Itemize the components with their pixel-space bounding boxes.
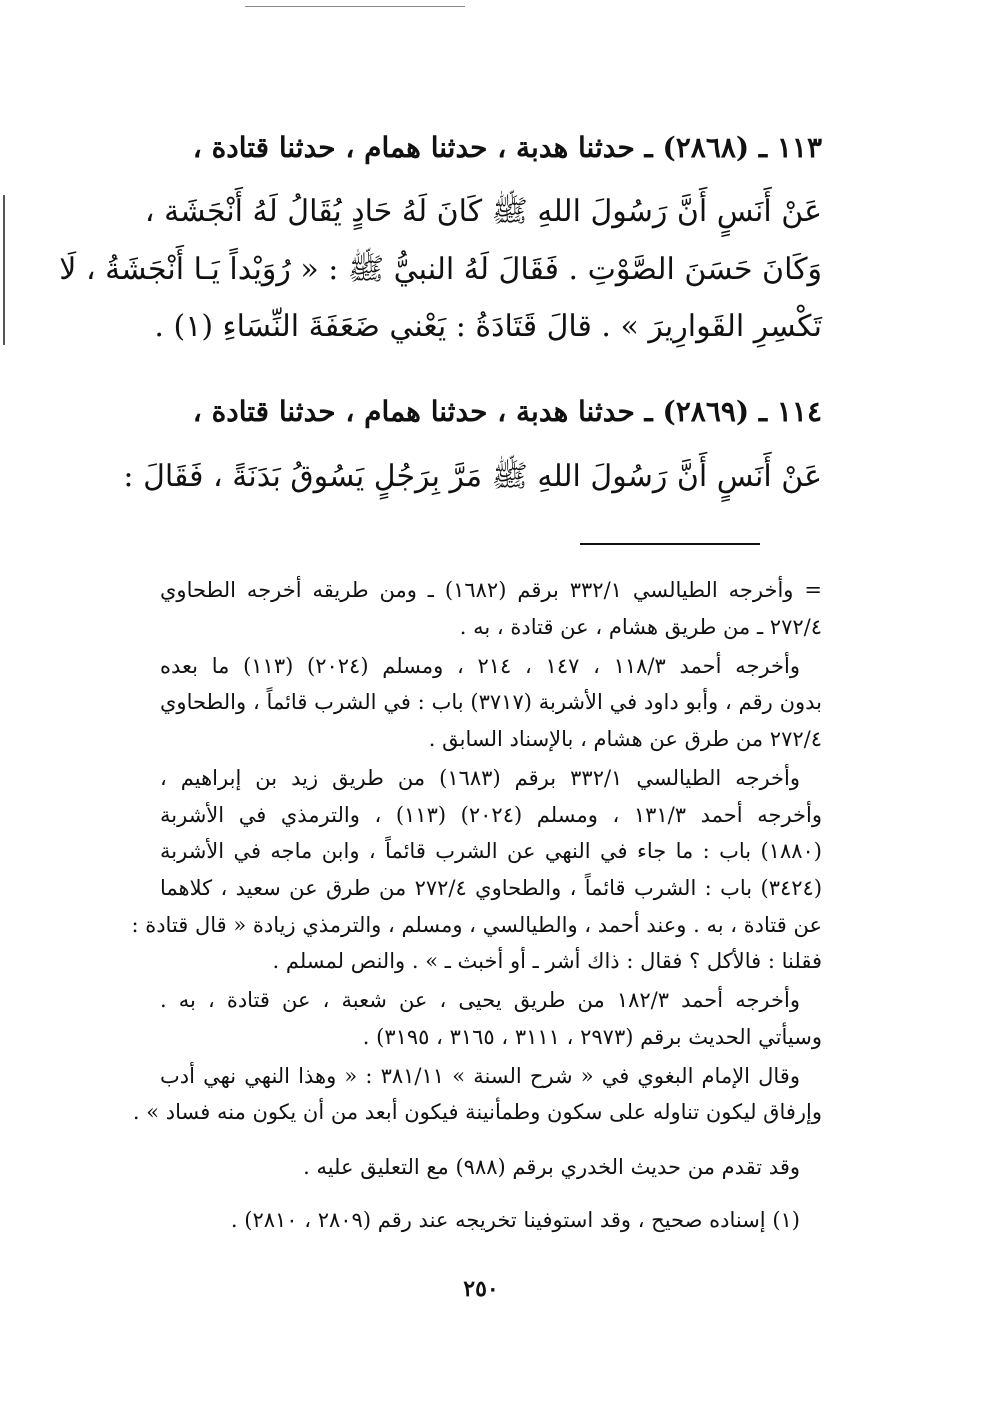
footnote-line-2: ٢٧٢/٤ ـ من طريق هشام ، عن قتادة ، به . <box>459 615 822 639</box>
footnote-line-4: بدون رقم ، وأبو داود في الأشربة (٣٧١٧) باب : في الشرب قائماً ، والطحاوي <box>160 690 822 714</box>
hadith-113-line-1: عَنْ أَنَسٍ أَنَّ رَسُولَ اللهِ ﷺ كَانَ لَهُ حَادٍ يُقَالُ لَهُ أَنْجَشَة ، <box>144 194 822 229</box>
footnote-line-1: = وأخرجه الطيالسي ٣٣٢/١ برقم (١٦٨٢) ـ ومن طريقه أخرجه الطحاوي <box>160 578 822 602</box>
footnote-line-15: وإرفاق ليكون تناوله على سكون وطمأنينة فيكون أبعد من أن يكون منه فساد » . <box>132 1100 822 1124</box>
binding-mark <box>3 195 5 345</box>
footnote-line-16: وقد تقدم من حديث الخدري برقم (٩٨٨) مع التعليق عليه . <box>303 1155 800 1179</box>
top-rule <box>245 6 465 7</box>
page-number: ٢٥٠ <box>463 1276 499 1302</box>
footnote-line-13: وسيأتي الحديث برقم (٢٩٧٣ ، ٣١١١ ، ٣١٦٥ ، ٣١٩٥) . <box>362 1025 822 1049</box>
hadith-113-line-2: وَكَانَ حَسَنَ الصَّوْتِ . فَقَالَ لَهُ النبيُّ ﷺ : « رُوَيْداً يَـا أَنْجَشَةُ ، لَا <box>59 252 822 287</box>
footnote-line-3: وأخرجه أحمد ١١٨/٣ ، ١٤٧ ، ٢١٤ ، ومسلم (٢٠٢٤) (١١٣) ما بعده <box>160 654 800 678</box>
hadith-113-line-3: تَكْسِرِ القَوارِيرَ » . قالَ قَتَادَةُ : يَعْني ضَعَفَةَ النِّسَاءِ (١) . <box>154 309 822 344</box>
footnote-line-6: وأخرجه الطيالسي ٣٣٢/١ برقم (١٦٨٣) من طريق زيد بن إبراهيم ، <box>160 766 800 790</box>
footnote-separator <box>580 543 760 545</box>
footnote-line-10: عن قتادة ، به . وعند أحمد ، والطيالسي ، ومسلم ، والترمذي زيادة « قال قتادة : <box>131 913 822 937</box>
footnote-line-12: وأخرجه أحمد ١٨٢/٣ من طريق يحيى ، عن شعبة ، عن قتادة ، به . <box>160 988 800 1012</box>
hadith-114-line-1: عَنْ أَنَسٍ أَنَّ رَسُولَ اللهِ ﷺ مَرَّ بِرَجُلٍ يَسُوقُ بَدَنَةً ، فَقَالَ : <box>123 459 822 494</box>
footnote-line-14: وقال الإمام البغوي في « شرح السنة » ٣٨١/١١ : « وهذا النهي نهي أدب <box>160 1064 800 1088</box>
footnote-line-8: (١٨٨٠) باب : ما جاء في النهي عن الشرب قائماً ، وابن ماجه في الأشربة <box>160 839 822 863</box>
footnote-line-11: فقلنا : فالأكل ؟ فقال : ذاك أشر ـ أو أخبث ـ » . والنص لمسلم . <box>272 949 822 973</box>
footnote-line-5: ٢٧٢/٤ من طرق عن هشام ، بالإسناد السابق . <box>428 727 822 751</box>
hadith-114-header: ١١٤ ـ (٢٨٦٩) ـ حدثنا هدبة ، حدثنا همام ، حدثنا قتادة ، <box>192 395 822 428</box>
footnote-1: (١) إسناده صحيح ، وقد استوفينا تخريجه عند رقم (٢٨٠٩ ، ٢٨١٠) . <box>230 1208 800 1232</box>
footnote-line-9: (٣٤٢٤) باب : الشرب قائماً ، والطحاوي ٢٧٢/٤ من طرق عن سعيد ، كلاهما <box>160 876 823 900</box>
footnote-line-7: وأخرجه أحمد ١٣١/٣ ، ومسلم (٢٠٢٤) (١١٣) ، والترمذي في الأشربة <box>160 803 822 827</box>
hadith-113-header: ١١٣ ـ (٢٨٦٨) ـ حدثنا هدبة ، حدثنا همام ، حدثنا قتادة ، <box>192 131 822 164</box>
